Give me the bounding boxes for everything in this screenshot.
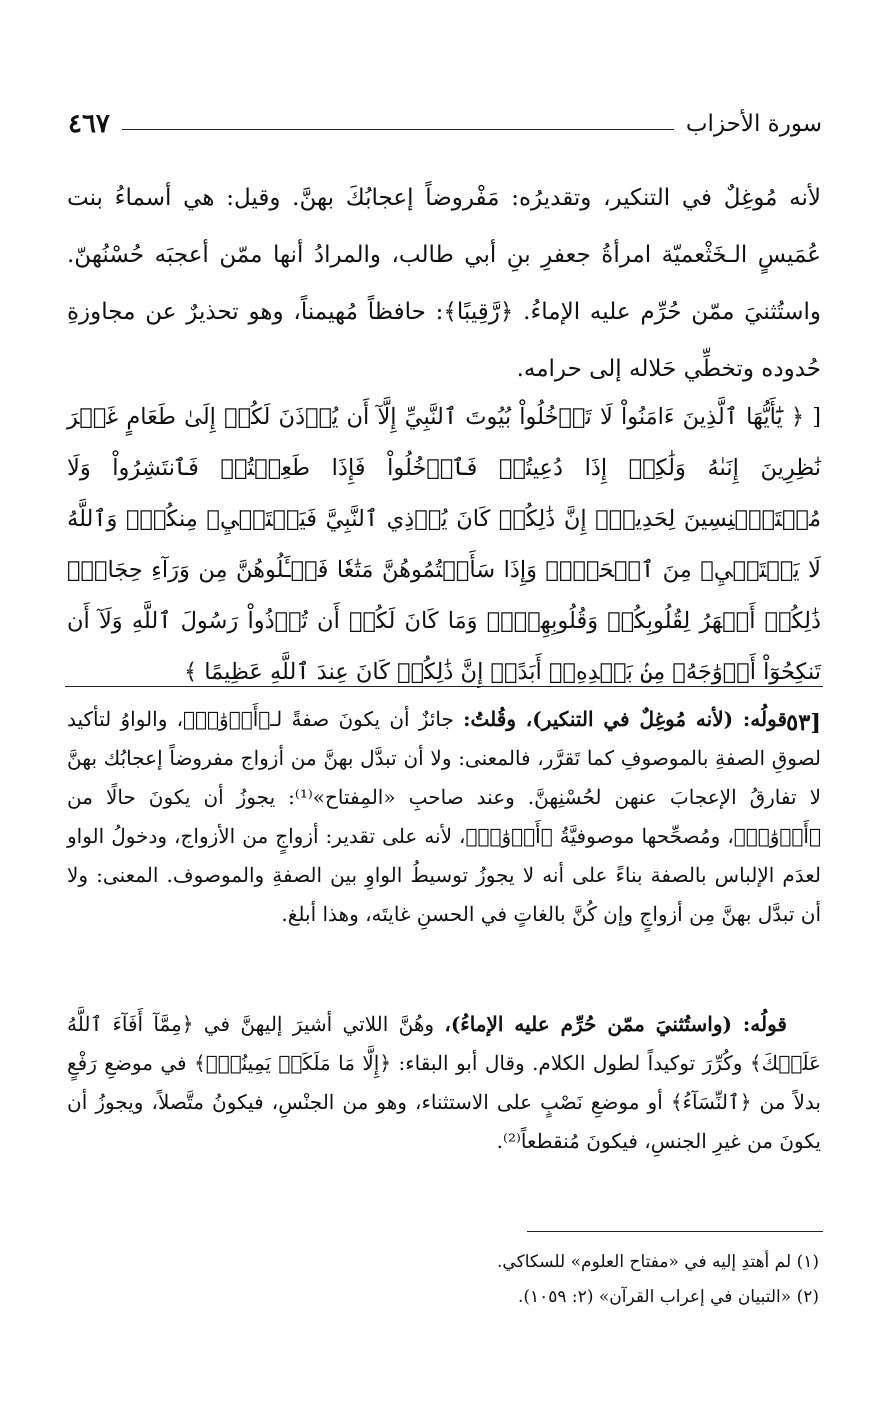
footnote-2: (٢) «التبيان في إعراب القرآن» (٢: ١٠٥٩). [517, 1287, 819, 1307]
commentary-text-1: جائزٌ أن يكونَ صفةً لـ﴿أَزۡوَٰجٖ﴾، والواوُ لتأكيد لصوقِ الصفةِ بالموصوفِ كما تَقرَّر، فالمعنى: ولا أن تبدَّل بهنَّ من أزواج مفروضاً إعجابُك بهنَّ لا تفارقُ الإعجابَ عنهن لحُسْنِهنَّ. وعند صاحبِ «المِفتاح»⁽¹⁾: يجوزُ أن يكونَ حالًا من ﴿أَزۡوَٰجٖ﴾، ومُصحِّحها موصوفيَّةُ ﴿أَزۡوَٰجٖ﴾، لأنه على تقدير: أزواجٍ من الأزواج، ودخولُ الواو لعدَم الإلباس بالصفة بناءً على أنه لا يجوزُ توسيطُ الواوِ بين الصفةِ والموصوف. المعنى: ولا أن تبدَّل بهنَّ مِن أزواجٍ وإن كُنَّ بالغاتٍ في الحسنِ غايتَه، وهذا أبلغ. [67, 707, 821, 926]
running-header [68, 104, 822, 144]
surah-name: سورة الأحزاب [685, 111, 822, 137]
quran-verse-block [67, 392, 821, 749]
commentary-paragraph-2 [67, 1005, 821, 1161]
commentary-lead-2: قولُه: (واستُثنيَ ممّن حُرِّم عليه الإماءُ)، [444, 1012, 787, 1036]
commentary-paragraph-1 [67, 700, 821, 934]
header-rule [122, 129, 674, 130]
section-divider [65, 686, 823, 687]
footnote-1: (١) لم أهتدِ إليه في «مفتاح العلوم» للسكاكي. [497, 1252, 819, 1272]
page-number: ٤٦٧ [68, 109, 110, 139]
commentary-lead-1: قولُه: (لأنه مُوغِلٌ في التنكير)، وقُلتُ: [463, 707, 788, 731]
commentary-text-2: وهُنَّ اللاتي أشيرَ إليهنَّ في ﴿مِمَّآ أَفَآءَ ٱللَّهُ عَلَيۡكَ﴾ وكُرِّرَ توكيداً لطول الكلام. وقال أبو البقاء: ﴿إِلَّا مَا مَلَكَتۡ يَمِينُكَۗ﴾ في موضعِ رَفْعٍ بدلاً من ﴿ٱلنِّسَآءُ﴾ أو موضعِ نَصْبٍ على الاستثناء، وهو من الجنْسِ، فيكونُ متَّصلاً، ويجوزُ أن يكونَ من غيرِ الجنسِ، فيكونَ مُنقطعاً⁽²⁾. [67, 1012, 821, 1153]
main-text-paragraph: لأنه مُوغِلٌ في التنكير، وتقديرُه: مَفْروضاً إعجابُكَ بهنَّ. وقيل: هي أسماءُ بنت عُمَيسٍ الـخَثْعميّة امرأةُ جعفرِ بنِ أبي طالب، والمرادُ أنها ممّن أعجبَه حُسْنُهنّ. واستُثنيَ ممّن حُرِّم عليه الإماءُ. ﴿رَّقِيبًا﴾: حافظاً مُهيمناً، وهو تحذيرٌ عن مجاوزةِ حُدوده وتخطِّي حَلاله إلى حرامه. [67, 185, 821, 382]
footnote-divider [527, 1231, 823, 1232]
verse-number: [٥٣ [786, 710, 821, 736]
verse-text: [ ﴿ يَٰٓأَيُّهَا ٱلَّذِينَ ءَامَنُواْ لَا تَدۡخُلُواْ بُيُوتَ ٱلنَّبِيِّ إِلَّآ أَن يُؤۡذَنَ لَكُمۡ إِلَىٰ طَعَامٍ غَيۡرَ نَٰظِرِينَ إِنَىٰهُ وَلَٰكِنۡ إِذَا دُعِيتُمۡ فَٱدۡخُلُواْ فَإِذَا طَعِمۡتُمۡ فَٱنتَشِرُواْ وَلَا مُسۡتَـٔۡنِسِينَ لِحَدِيثٍۚ إِنَّ ذَٰلِكُمۡ كَانَ يُؤۡذِي ٱلنَّبِيَّ فَيَسۡتَحۡيِۦ مِنكُمۡۖ وَٱللَّهُ لَا يَسۡتَحۡيِۦ مِنَ ٱلۡحَقِّۚ وَإِذَا سَأَلۡتُمُوهُنَّ مَتَٰعٗا فَسۡـَٔلُوهُنَّ مِن وَرَآءِ حِجَابٖۚ ذَٰلِكُمۡ أَطۡهَرُ لِقُلُوبِكُمۡ وَقُلُوبِهِنَّۚ وَمَا كَانَ لَكُمۡ أَن تُؤۡذُواْ رَسُولَ ٱللَّهِ وَلَآ أَن تَنكِحُوٓاْ أَزۡوَٰجَهُۥ مِنۢ بَعۡدِهِۦٓ أَبَدًاۚ إِنَّ ذَٰلِكُمۡ كَانَ عِندَ ٱللَّهِ عَظِيمًا ﴾ [67, 404, 821, 685]
